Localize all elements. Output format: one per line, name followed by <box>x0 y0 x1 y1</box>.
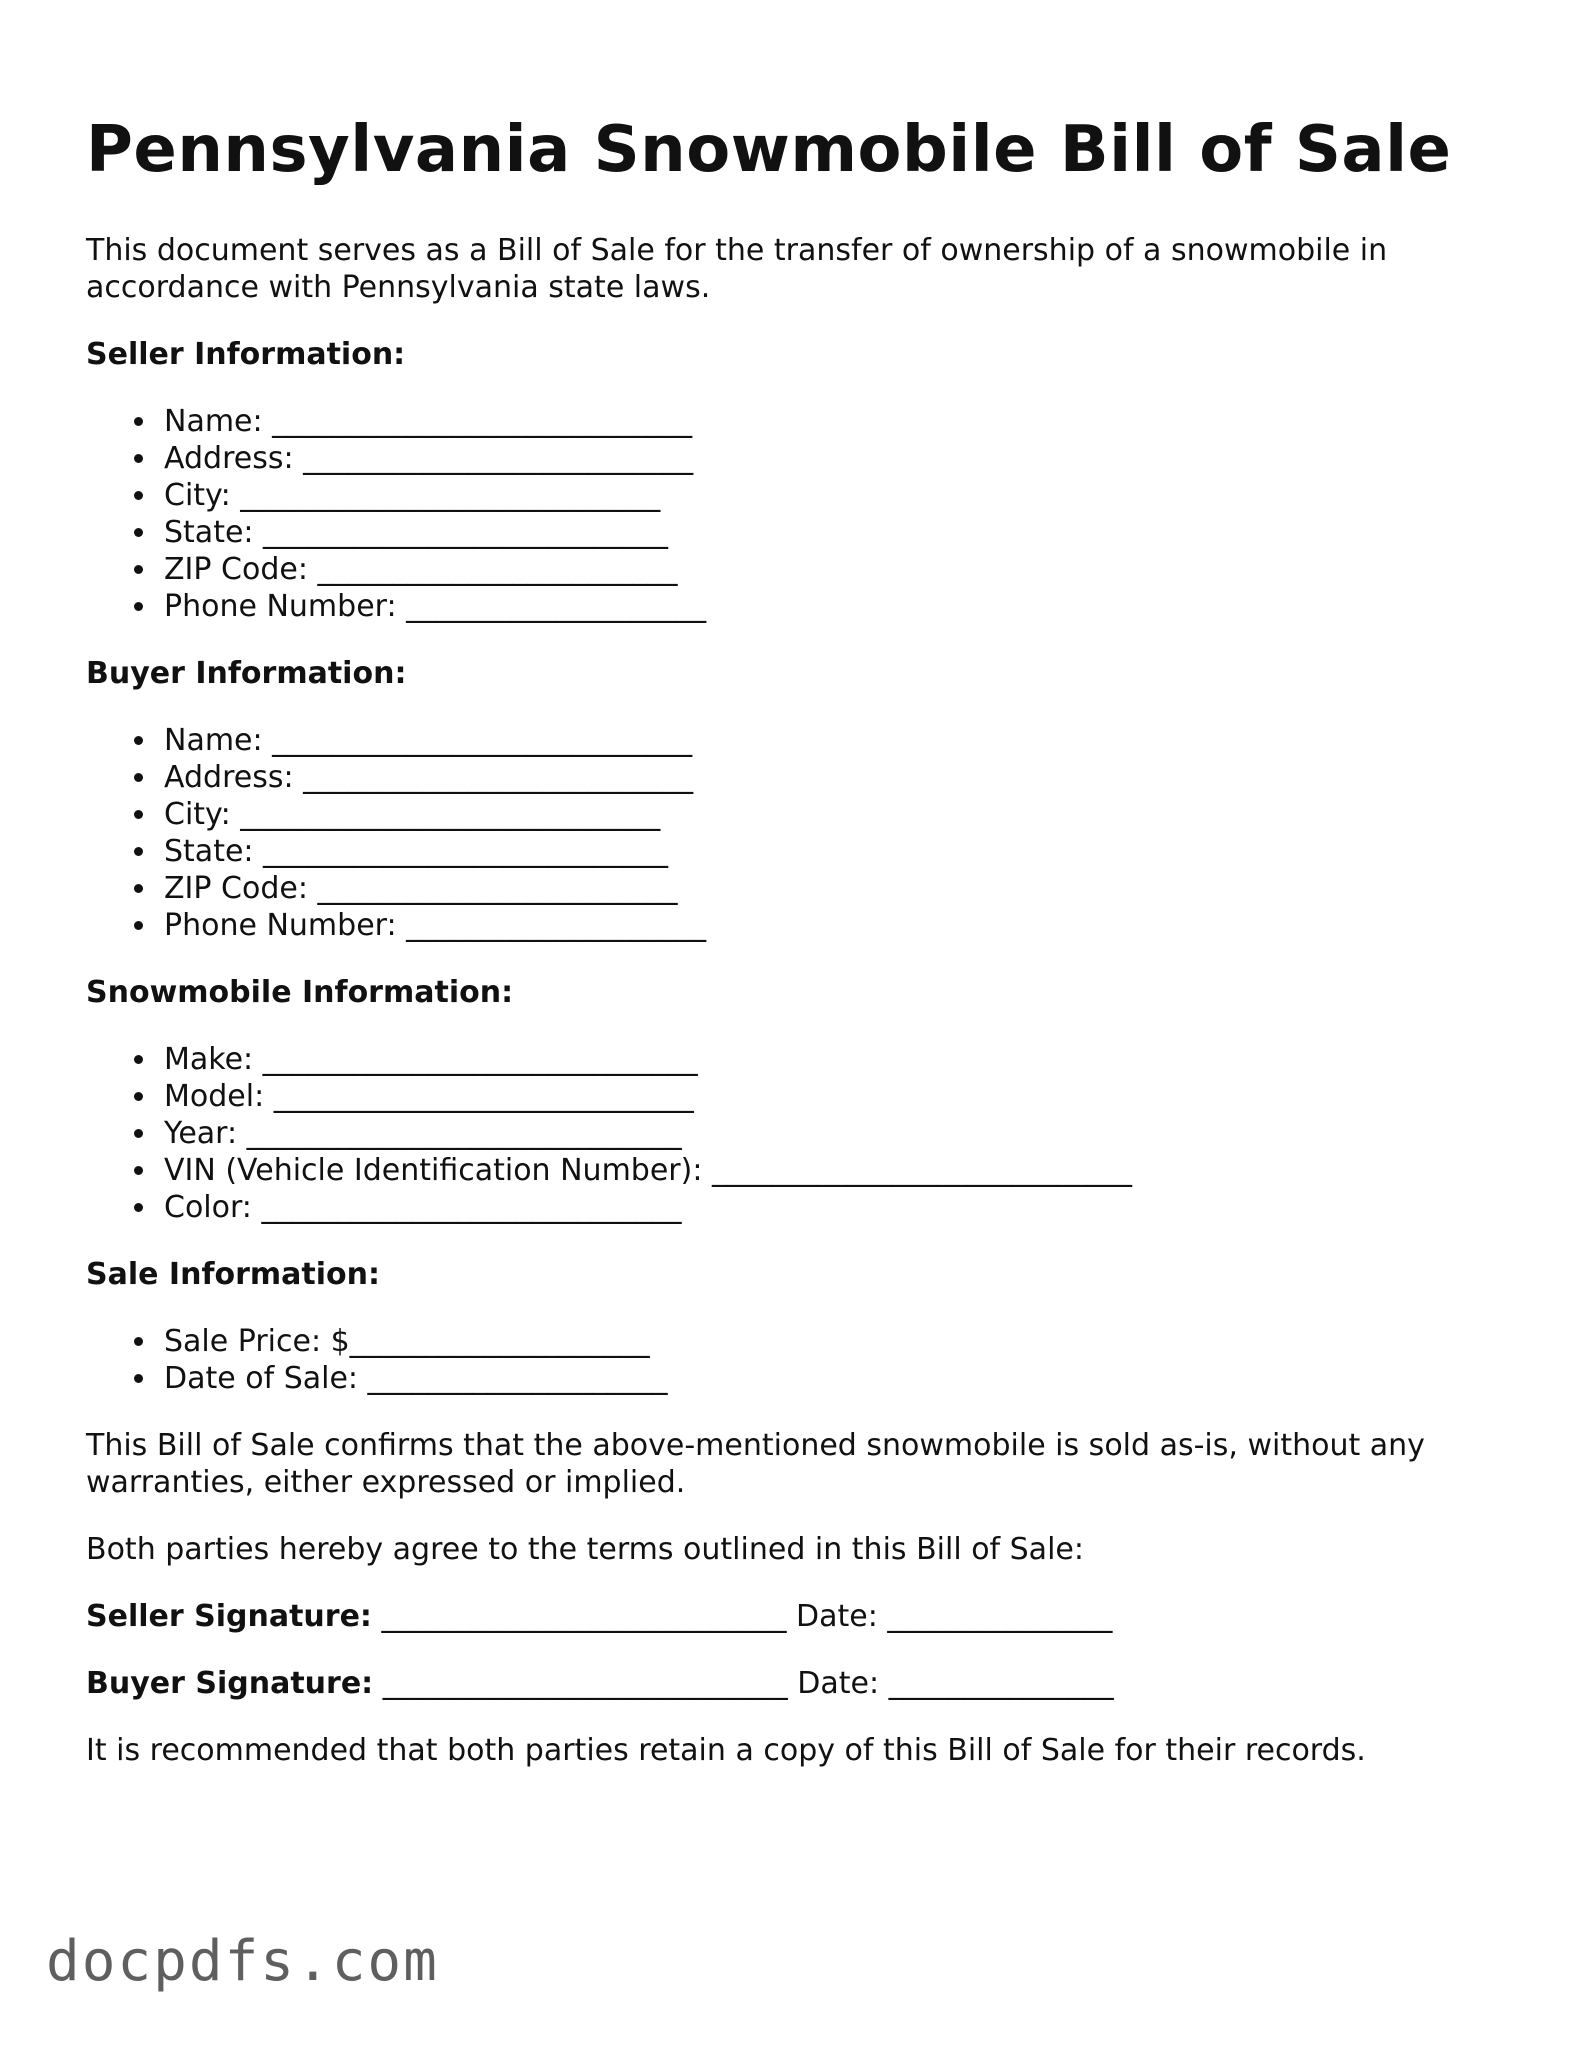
as-is-paragraph: This Bill of Sale confirms that the above-mentioned snowmobile is sold as-is, without any warranties, either expressed or implied. <box>86 1428 1425 1500</box>
page-title: Pennsylvania Snowmobile Bill of Sale <box>86 113 1452 187</box>
sale-fields <box>86 1323 1506 1397</box>
buyer-address-field: Address: __________________________ <box>164 759 1506 796</box>
intro-paragraph: This document serves as a Bill of Sale for the transfer of ownership of a snowmobile in accordance with Pennsylvania state laws. <box>86 233 1388 305</box>
snowmobile-vin-field: VIN (Vehicle Identification Number): ____________________________ <box>164 1152 1506 1189</box>
buyer-zip-field: ZIP Code: ________________________ <box>164 870 1506 907</box>
seller-zip-field: ZIP Code: ________________________ <box>164 551 1506 588</box>
seller-address-field: Address: __________________________ <box>164 440 1506 477</box>
seller-city-field: City: ____________________________ <box>164 477 1506 514</box>
seller-heading: Seller Information: <box>86 337 406 372</box>
document-page <box>86 108 1506 1799</box>
snowmobile-color-field: Color: ____________________________ <box>164 1189 1506 1226</box>
seller-state-field: State: ___________________________ <box>164 514 1506 551</box>
snowmobile-fields <box>86 1041 1506 1226</box>
seller-phone-field: Phone Number: ____________________ <box>164 588 1506 625</box>
buyer-signature-blank: ___________________________ Date: _______________ <box>382 1666 1114 1701</box>
buyer-signature-label: Buyer Signature: <box>86 1666 374 1701</box>
agreement-paragraph: Both parties hereby agree to the terms outlined in this Bill of Sale: <box>86 1532 1084 1567</box>
sale-price-field: Sale Price: $____________________ <box>164 1323 1506 1360</box>
seller-fields <box>86 403 1506 625</box>
snowmobile-make-field: Make: _____________________________ <box>164 1041 1506 1078</box>
watermark-logo: docpdfs.com <box>46 1929 439 1994</box>
snowmobile-heading: Snowmobile Information: <box>86 975 514 1010</box>
closing-paragraph: It is recommended that both parties retain a copy of this Bill of Sale for their records. <box>86 1733 1366 1768</box>
buyer-city-field: City: ____________________________ <box>164 796 1506 833</box>
buyer-fields <box>86 722 1506 944</box>
seller-signature-label: Seller Signature: <box>86 1599 372 1634</box>
buyer-signature-line <box>86 1665 1506 1702</box>
sale-heading: Sale Information: <box>86 1257 380 1292</box>
sale-date-field: Date of Sale: ____________________ <box>164 1360 1506 1397</box>
seller-signature-blank: ___________________________ Date: _______________ <box>381 1599 1113 1634</box>
snowmobile-model-field: Model: ____________________________ <box>164 1078 1506 1115</box>
seller-signature-line <box>86 1598 1506 1635</box>
buyer-name-field: Name: ____________________________ <box>164 722 1506 759</box>
snowmobile-year-field: Year: _____________________________ <box>164 1115 1506 1152</box>
buyer-state-field: State: ___________________________ <box>164 833 1506 870</box>
buyer-heading: Buyer Information: <box>86 656 407 691</box>
buyer-phone-field: Phone Number: ____________________ <box>164 907 1506 944</box>
seller-name-field: Name: ____________________________ <box>164 403 1506 440</box>
